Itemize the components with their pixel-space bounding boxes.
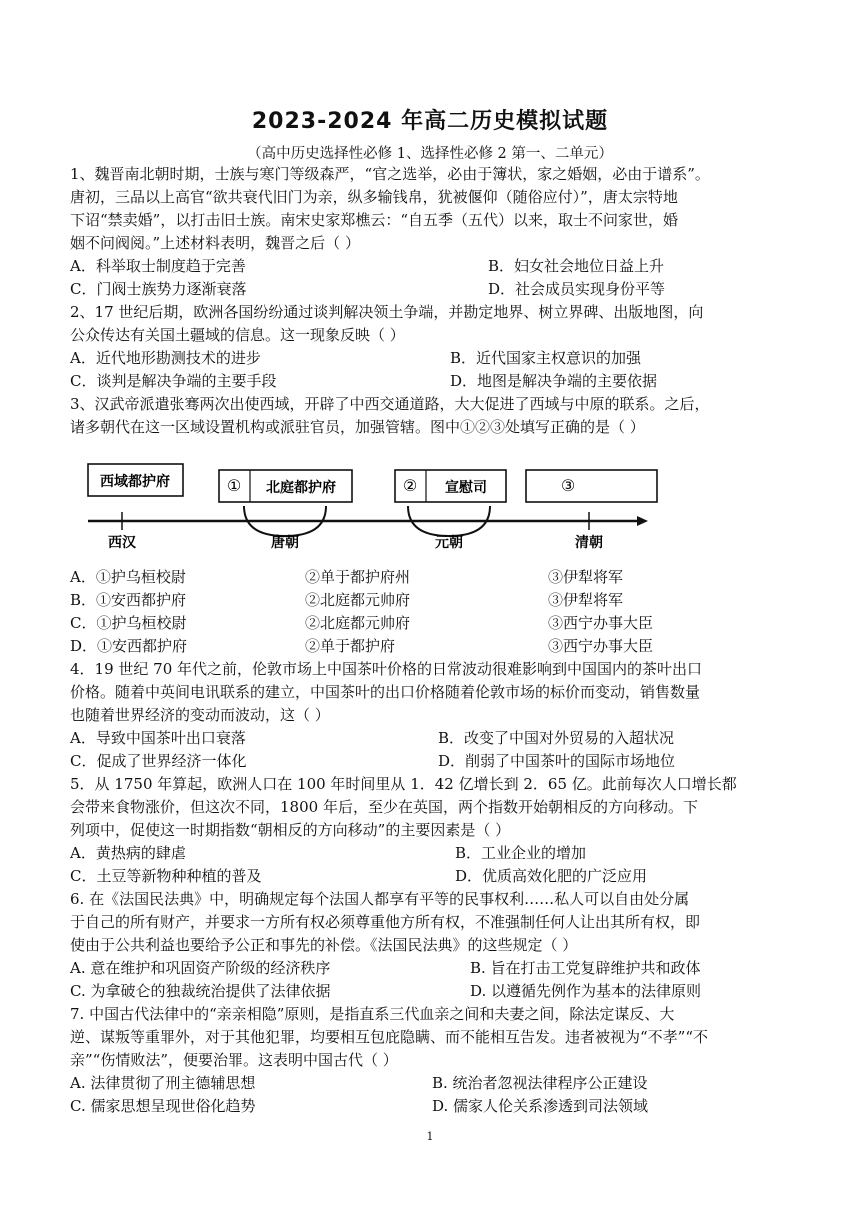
timeline-arrow-icon	[637, 516, 648, 526]
q3-option-c-1: C．①护乌桓校尉	[70, 614, 187, 632]
q5-stem-line: 列项中，促使这一时期指数“朝相反的方向移动”的主要因素是（ ）	[70, 821, 511, 839]
q7-stem-line: 亲”“伤情败法”，便要治罪。这表明中国古代（ ）	[70, 1051, 398, 1069]
q7-option-a: A. 法律贯彻了刑主德辅思想	[70, 1074, 256, 1092]
era-tang: 唐朝	[271, 535, 299, 551]
q1-option-c: C．门阀士族势力逐渐衰落	[70, 280, 247, 298]
box-circle3	[526, 470, 657, 502]
q7-option-d: D. 儒家人伦关系渗透到司法领域	[432, 1097, 649, 1115]
q3-option-c-3: ③西宁办事大臣	[548, 614, 654, 632]
q2-option-d: D．地图是解决争端的主要依据	[450, 372, 658, 390]
q1-stem-line: 下诏“禁卖婚”，以打击旧士族。南宋史家郑樵云：“自五季（五代）以来，取士不问家世，婚	[70, 211, 679, 229]
q2-option-b: B．近代国家主权意识的加强	[450, 349, 642, 367]
q5-option-b: B．工业企业的增加	[455, 844, 587, 862]
q2-stem-line: 公众传达有关国土疆域的信息。这一现象反映（ ）	[70, 326, 405, 344]
q6-stem-line: 于自己的所有财产，并要求一方所有权必须尊重他方所有权，不准强制任何人让出其所有权，即	[70, 913, 701, 931]
q3-option-b-2: ②北庭都元帅府	[305, 591, 411, 609]
q5-stem-line: 会带来食物涨价，但这次不同，1800 年后，至少在英国，两个指数开始朝相反的方向移动。下	[70, 798, 698, 816]
label-xuanweisi: 宣慰司	[445, 480, 487, 496]
q1-stem-line: 唐初，三品以上高官“欲共衰代旧门为亲，纵多输钱帛，犹被偃仰（随俗应付）”，唐太宗特地	[70, 188, 678, 206]
era-xihan: 西汉	[108, 535, 136, 551]
q4-option-b: B．改变了中国对外贸易的入超状况	[438, 729, 675, 747]
q1-option-b: B．妇女社会地位日益上升	[488, 257, 665, 275]
q7-stem-line: 逆、谋叛等重罪外，对于其他犯罪，均要相互包庇隐瞒、而不能相互告发。违者被视为“不孝”“不	[70, 1028, 709, 1046]
q3-stem-line: 3、汉武帝派遣张骞两次出使西域，开辟了中西交通道路，大大促进了西域与中原的联系。之后，	[70, 395, 710, 413]
q6-stem-line: 6. 在《法国民法典》中，明确规定每个法国人都享有平等的民事权利……私人可以自由处分属	[70, 890, 690, 908]
era-yuan: 元朝	[435, 535, 463, 551]
era-qing: 清朝	[575, 535, 603, 551]
page-number: 1	[426, 1130, 434, 1143]
q5-option-c: C．土豆等新物种种植的普及	[70, 867, 262, 885]
label-circle-1: ①	[226, 476, 242, 495]
q3-option-d-2: ②单于都护府	[305, 637, 396, 655]
q3-option-b-1: B．①安西都护府	[70, 591, 187, 609]
q3-stem-line: 诸多朝代在这一区域设置机构或派驻官员，加强管辖。图中①②③处填写正确的是（ ）	[70, 418, 645, 436]
q6-option-c: C. 为拿破仑的独裁统治提供了法律依据	[70, 982, 331, 1000]
q5-option-d: D．优质高效化肥的广泛应用	[455, 867, 648, 885]
q6-stem-line: 使由于公共利益也要给予公正和事先的补偿。《法国民法典》的这些规定（ ）	[70, 936, 578, 954]
q4-stem-line: 也随着世界经济的变动而波动，这（ ）	[70, 706, 330, 724]
dynasty-timeline-diagram	[82, 458, 662, 554]
q4-stem-line: 4．19 世纪 70 年代之前，伦敦市场上中国茶叶价格的日常波动很难影响到中国国内的茶叶出口	[70, 660, 703, 678]
label-xiyu-duhufu: 西域都护府	[100, 474, 170, 490]
q3-option-a-3: ③伊犁将军	[548, 568, 624, 586]
q4-option-d: D．削弱了中国茶叶的国际市场地位	[438, 752, 676, 770]
q6-option-d: D. 以遵循先例作为基本的法律原则	[470, 982, 702, 1000]
q1-stem-line: 姻不问阀阅。”上述材料表明，魏晋之后（ ）	[70, 234, 360, 252]
q3-option-a-1: A．①护乌桓校尉	[70, 568, 186, 586]
q5-option-a: A．黄热病的肆虐	[70, 844, 186, 862]
q7-option-c: C. 儒家思想呈现世俗化趋势	[70, 1097, 256, 1115]
q2-option-a: A．近代地形勘测技术的进步	[70, 349, 261, 367]
q3-option-c-2: ②北庭都元帅府	[305, 614, 411, 632]
q4-option-c: C．促成了世界经济一体化	[70, 752, 247, 770]
q7-option-b: B. 统治者忽视法律程序公正建设	[432, 1074, 648, 1092]
q1-option-a: A．科举取士制度趋于完善	[70, 257, 246, 275]
q3-option-d-1: D．①安西都护府	[70, 637, 188, 655]
q2-stem-line: 2、17 世纪后期，欧洲各国纷纷通过谈判解决领土争端，并勘定地界、树立界碑、出版地图，向	[70, 303, 704, 321]
label-beiting-duhufu: 北庭都护府	[266, 480, 336, 496]
q3-option-d-3: ③西宁办事大臣	[548, 637, 654, 655]
q7-stem-line: 7. 中国古代法律中的“亲亲相隐”原则，是指直系三代血亲之间和夫妻之间，除法定谋反、大	[70, 1005, 675, 1023]
q3-option-b-3: ③伊犁将军	[548, 591, 624, 609]
q6-option-b: B. 旨在打击工党复辟维护共和政体	[470, 959, 701, 977]
q5-stem-line: 5．从 1750 年算起，欧洲人口在 100 年时间里从 1．42 亿增长到 2．65 亿。此前每次人口增长都	[70, 775, 737, 793]
q4-option-a: A．导致中国茶叶出口衰落	[70, 729, 246, 747]
label-circle-3: ③	[560, 476, 576, 495]
page-title: 2023-2024 年高二历史模拟试题	[251, 109, 609, 134]
q3-option-a-2: ②单于都护府州	[305, 568, 411, 586]
label-circle-2: ②	[402, 476, 418, 495]
q2-option-c: C．谈判是解决争端的主要手段	[70, 372, 277, 390]
q1-stem-line: 1、魏晋南北朝时期，士族与寒门等级森严，“官之选举，必由于簿状，家之婚姻，必由于谱系”。	[70, 165, 710, 183]
page-subtitle: （高中历史选择性必修 1、选择性必修 2 第一、二单元）	[247, 146, 613, 162]
q4-stem-line: 价格。随着中英间电讯联系的建立，中国茶叶的出口价格随着伦敦市场的标价而变动，销售数量	[70, 683, 701, 701]
q6-option-a: A. 意在维护和巩固资产阶级的经济秩序	[70, 959, 331, 977]
q1-option-d: D．社会成员实现身份平等	[488, 280, 666, 298]
